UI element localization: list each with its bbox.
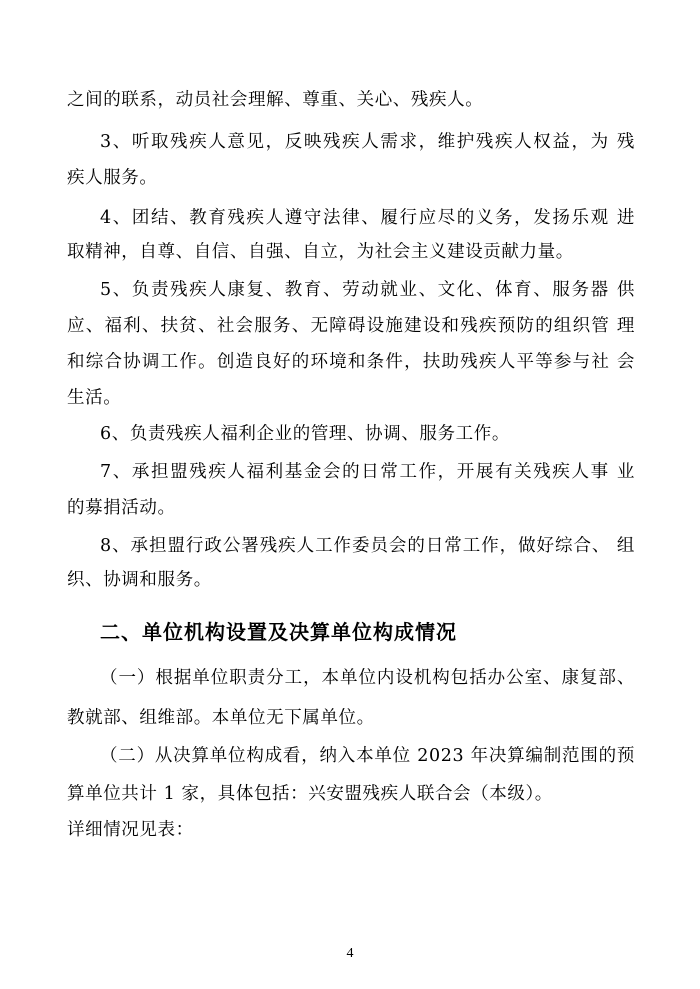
body-line: 疾人服务。 (67, 168, 158, 188)
body-line: 详细情况见表： (67, 820, 194, 840)
body-line: 的募捐活动。 (67, 498, 176, 518)
body-line: 3、听取残疾人意见，反映残疾人需求，维护残疾人权益，为 残 (100, 132, 635, 152)
body-line: 和综合协调工作。创造良好的环境和条件，扶助残疾人平等参与社 会 (67, 352, 635, 372)
body-line: 8、承担盟行政公署残疾人工作委员会的日常工作，做好综合、 组 (100, 536, 635, 556)
body-line: 生活。 (67, 388, 122, 408)
body-line: 5、负责残疾人康复、教育、劳动就业、文化、体育、服务器 供 (100, 280, 635, 300)
body-line: 之间的联系，动员社会理解、尊重、关心、残疾人。 (67, 90, 484, 110)
body-line: 算单位共计 1 家，具体包括：兴安盟残疾人联合会（本级）。 (67, 784, 553, 804)
body-line: 7、承担盟残疾人福利基金会的日常工作，开展有关残疾人事 业 (100, 462, 635, 482)
body-line: 6、负责残疾人福利企业的管理、协调、服务工作。 (100, 424, 510, 444)
body-line: 应、福利、扶贫、社会服务、无障碍设施建设和残疾预防的组织管 理 (67, 316, 635, 336)
body-line: 织、协调和服务。 (67, 570, 212, 590)
body-line: 教就部、组维部。本单位无下属单位。 (67, 708, 375, 728)
section-heading: 二、单位机构设置及决算单位构成情况 (100, 620, 457, 644)
body-line: 4、团结、教育残疾人遵守法律、履行应尽的义务，发扬乐观 进 (100, 208, 635, 228)
body-line: （一）根据单位职责分工，本单位内设机构包括办公室、康复部、 (100, 668, 635, 688)
body-line: 取精神，自尊、自信、自强、自立，为社会主义建设贡献力量。 (67, 242, 574, 262)
page-number: 4 (346, 946, 354, 961)
body-line: （二）从决算单位构成看，纳入本单位 2023 年决算编制范围的预 (100, 746, 635, 766)
